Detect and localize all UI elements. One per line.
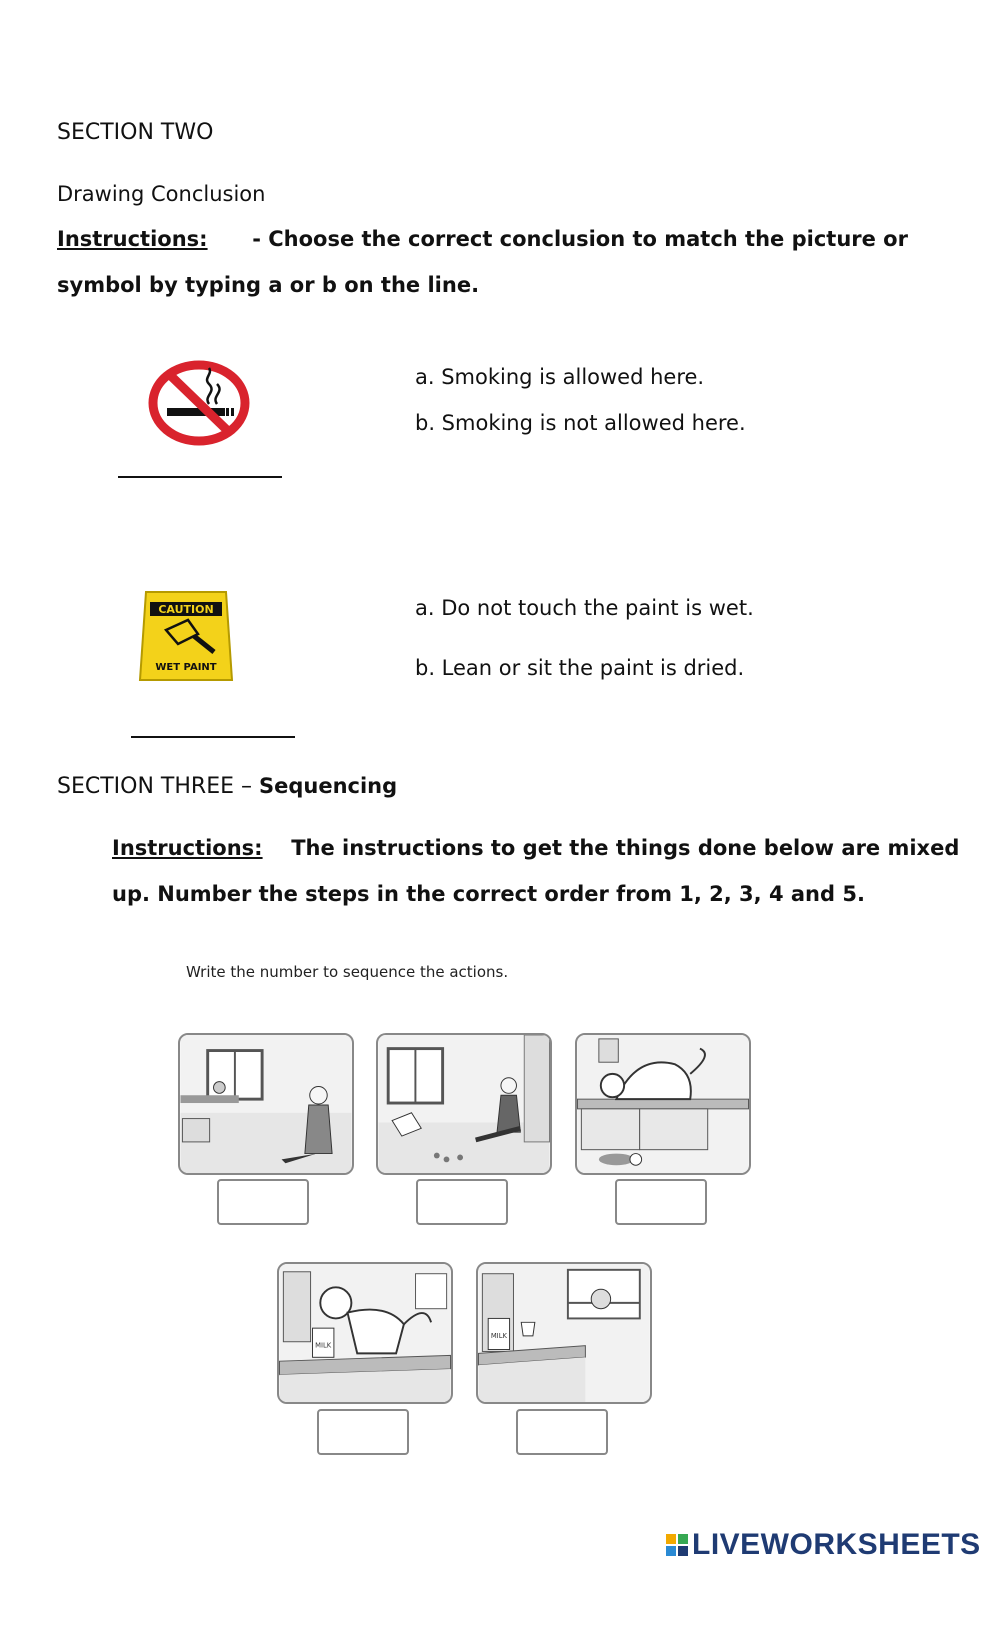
- section-three-title: [57, 774, 397, 799]
- sequence-panel-4: [277, 1262, 453, 1404]
- sequence-panel-3: [575, 1033, 751, 1175]
- milk-label-panel5: MILK: [490, 1331, 507, 1340]
- sequence-number-box-5[interactable]: [516, 1409, 608, 1455]
- instructions-text: The instructions to get the things done below are mixed: [291, 836, 960, 860]
- section-two-instructions-line2: symbol by typing a or b on the line.: [57, 273, 480, 297]
- caution-sign-bottom-text: WET PAINT: [155, 662, 217, 673]
- liveworksheets-icon: [666, 1534, 688, 1556]
- q1-option-b: b. Smoking is not allowed here.: [415, 411, 746, 435]
- sequence-panel-1: [178, 1033, 354, 1175]
- section-three-instructions-line2: up. Number the steps in the correct order from 1, 2, 3, 4 and 5.: [112, 882, 865, 906]
- section-two-subtitle: Drawing Conclusion: [57, 182, 266, 206]
- section-two-title: SECTION TWO: [57, 120, 214, 145]
- sequence-number-box-2[interactable]: [416, 1179, 508, 1225]
- q2-option-a: a. Do not touch the paint is wet.: [415, 596, 754, 620]
- q1-option-a: a. Smoking is allowed here.: [415, 365, 705, 389]
- instructions-text: - Choose the correct conclusion to match the picture or: [252, 227, 908, 251]
- q2-option-b: b. Lean or sit the paint is dried.: [415, 656, 745, 680]
- liveworksheets-brand-text: LIVEWORKSHEETS: [692, 1528, 981, 1561]
- section-two-instructions-line1: [57, 227, 908, 251]
- instructions-label: Instructions:: [57, 227, 208, 251]
- answer-line-2[interactable]: [131, 736, 295, 738]
- sequence-number-box-1[interactable]: [217, 1179, 309, 1225]
- caution-sign-top-text: CAUTION: [158, 603, 214, 616]
- sequence-caption: Write the number to sequence the actions.: [186, 963, 509, 981]
- sequence-number-box-3[interactable]: [615, 1179, 707, 1225]
- sequence-panel-2: [376, 1033, 552, 1175]
- sequence-number-box-4[interactable]: [317, 1409, 409, 1455]
- answer-line-1[interactable]: [118, 476, 282, 478]
- section-three-title-emphasis: Sequencing: [258, 774, 398, 798]
- sequence-panel-5: [476, 1262, 652, 1404]
- section-three-instructions-line1: [112, 836, 959, 860]
- no-smoking-icon: [147, 358, 251, 448]
- liveworksheets-logo[interactable]: [666, 1528, 981, 1562]
- instructions-label: Instructions:: [112, 836, 263, 860]
- wet-paint-caution-sign: [138, 590, 234, 684]
- section-three-title-text: SECTION THREE –: [57, 774, 259, 799]
- milk-label-panel4: MILK: [315, 1341, 332, 1350]
